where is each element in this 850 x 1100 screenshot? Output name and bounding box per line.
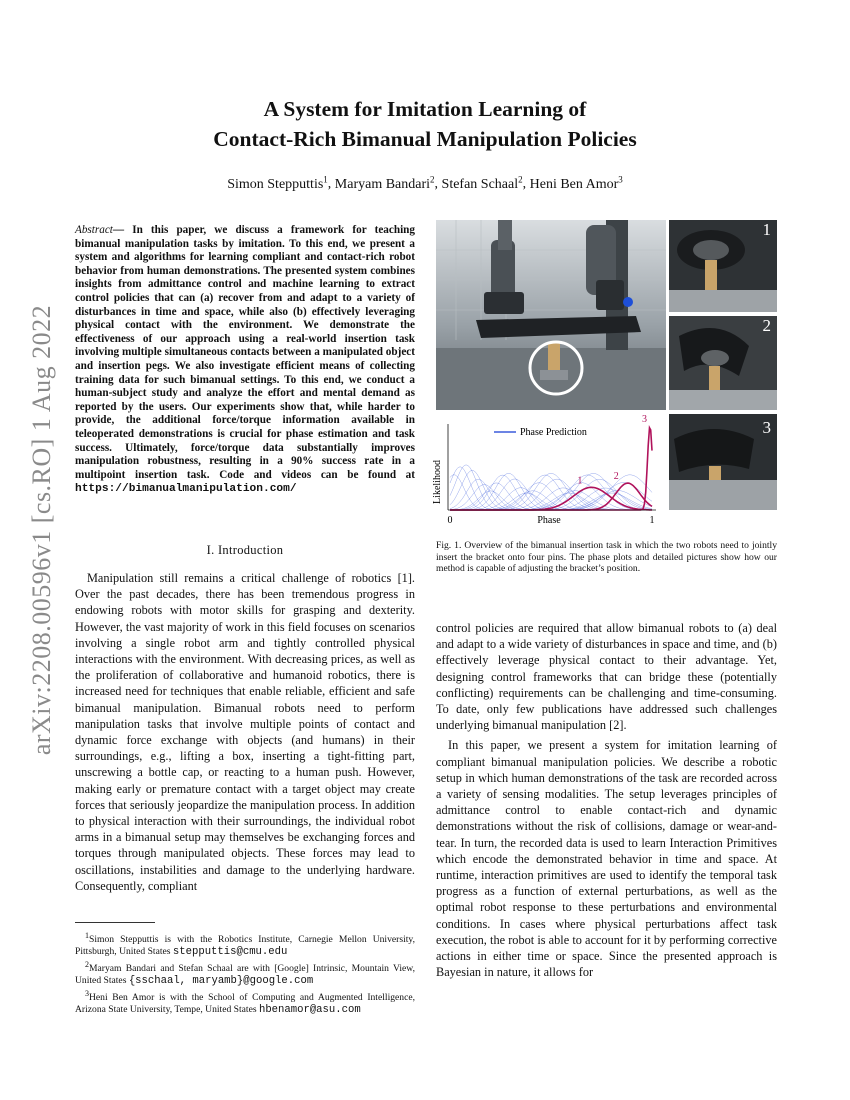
author: Heni Ben Amor$^3$ [529,174,623,192]
title-line-2: Contact-Rich Bimanual Manipulation Policies [213,127,637,151]
author: Stefan Schaal$^2$ [441,174,523,192]
footnotes [75,930,415,1017]
y-axis-label: Likelihood [432,460,443,504]
right-paragraph-2: In this paper, we present a system for imitation learning of compliant bimanual manipulation policies. We describe a robotic setup in which human demonstrations of the task are recorded across a variety of sensing modalities. The setup leverages principles of admittance control to enable contact-rich and dynamic demonstrations without the risk of collisions, damage or wear-and-tear. In turn, the recorded data is used to learn Interaction Primitives which encode the demonstrated behavior in time and space. At runtime, interaction primitives are used to identify the temporal task progress as a function of external perturbations, as well as the optimal robot response to these perturbations and environmental conditions. In cases where physical perturbations affect task execution, the robot is able to account for it by performing corrective actions in either time or space. Since the presented approach is Bayesian in nature, it allows for [436,738,777,980]
arxiv-identifier [22,290,62,770]
panel-label-2: 2 [762,316,771,335]
panel-label-3: 3 [762,418,771,437]
footnote-rule [75,922,155,923]
phase-prediction-curve [450,479,652,510]
figure-caption: Fig. 1. Overview of the bimanual insertion task in which the two robots need to jointly insert the bracket onto four pins. The phase plots and detailed pictures show how our method is capable of adjusting the bracket’s position. [436,540,777,575]
x-axis-label: Phase [537,515,561,526]
phase-prediction-curve [450,479,652,510]
x-tick-label: 0 [447,515,453,526]
phase-estimate-label-3: 3 [642,414,647,425]
phase-estimate-label-2: 2 [613,471,619,483]
footnote-1: $^1$Simon Stepputtis is with the Robotics Institute, Carnegie Mellon University, Pittsburgh, United States stepputtis@cmu.edu [75,931,415,958]
right-paragraph-1: control policies are required that allow bimanual robots to (a) deal and adapt to a wide variety of disturbances in space and time, and (b) effectively leverage physical contact to their advantage. Yet, designing control frameworks that can bridge these (potentially conflicting) requirements can be challenging and time-consuming. To date, only few publications have addressed such challenges underlying bimanual manipulation [2]. [436,621,777,733]
detail-photo-3 [669,414,777,510]
x-tick-label: 1 [649,515,655,526]
abstract-text: — In this paper, we discuss a framework for teaching bimanual manipulation tasks by imitation. To this end, we present a system and algorithms for learning compliant and contact-rich robot behavior from human demonstrations. The presented system combines insights from admittance control and machine learning to extract control policies that can (a) recover from and adapt to a variety of disturbances in time and space, while also (b) effectively leveraging physical contact with the environment. We demonstrate the effectiveness of our approach using a real-world insertion task involving multiple simultaneous contacts between a manipulated object and insertion pegs. We also investigate efficient means of collecting training data for such bimanual settings. To this end, we conduct a human-subject study and analyze the effort and mental demand as reported by the users. Our experiments show that, while harder to provide, the additional force/torque information available in teleoperated demonstrations is crucial for phase estimation and task success. Ultimately, force/torque data substantially improves manipulation robustness, resulting in a 90% success rate in a multipoint insertion task. Code and videos can be found at [75,224,415,481]
project-url-link[interactable]: https://bimanualmanipulation.com/ [75,483,297,496]
intro-paragraph: Manipulation still remains a critical challenge of robotics [1]. Over the past decades, there has been tremendous progress in endowing robots with motor skills for grasping and dexterity. However, the vast majority of work in this field focuses on scenarios involving a single robot arm and tightly controlled physical interactions with the environment. With decreasing prices, as well as the proliferation of collaborative and humanoid robotics, there is increased need for techniques that enable reliable, efficient and safe bimanual manipulation. Bimanual robots need to perform manipulation tasks that involve multiple points of contact and dynamic force exchange with objects (and humans) in their surroundings, e.g., lifting a box, inserting a tight-fitting part, unscrewing a bottle cap, or reacting to a human push. However, making early or premature contact with a target object may create forces that seriously jeopardize the manipulation process. In addition to physical interaction with their surroundings, the individual robot arms in a bimanual setup may themselves be exchanging forces and torques through manipulated objects. These forces may lead to oscillations, instabilities and damage to the underlying hardware. Consequently, compliant [75,571,415,893]
phase-estimate-label-1: 1 [577,475,583,487]
robot-setup-photo [436,220,666,410]
phase-likelihood-chart [432,410,666,532]
author-list: Simon Stepputtis$^1$, Maryam Bandari$^2$, Stefan Schaal$^2$, Heni Ben Amor$^3$ [227,174,623,192]
abstract [75,224,415,497]
title-line-1: A System for Imitation Learning of [263,97,587,121]
paper-title [0,94,850,154]
author: Simon Stepputtis$^1$ [227,174,328,192]
phase-estimate-curve-3 [450,428,652,510]
author: Maryam Bandari$^2$ [334,174,435,192]
panel-label-1: 1 [762,220,771,239]
arxiv-id-text: arXiv:2208.00596v1 [cs.RO] 1 Aug 2022 [27,304,56,756]
detail-photo-1 [669,220,777,312]
phase-prediction-curve [450,479,652,510]
detail-photo-2 [669,316,777,410]
footnote-2: $^2$Maryam Bandari and Stefan Schaal are with [Google] Intrinsic, Mountain View, United States {sschaal, maryamb}@google.com [75,960,415,987]
section-heading-introduction: I. Introduction [206,543,284,557]
phase-prediction-curve [450,479,652,510]
abstract-label: Abstract [75,224,113,236]
phase-curves [450,428,652,510]
legend-label: Phase Prediction [520,427,587,438]
footnote-3: $^3$Heni Ben Amor is with the School of Computing and Augmented Intelligence, Arizona State University, Tempe, United States hbenamor@asu.com [75,989,415,1016]
right-column-text [436,620,777,980]
